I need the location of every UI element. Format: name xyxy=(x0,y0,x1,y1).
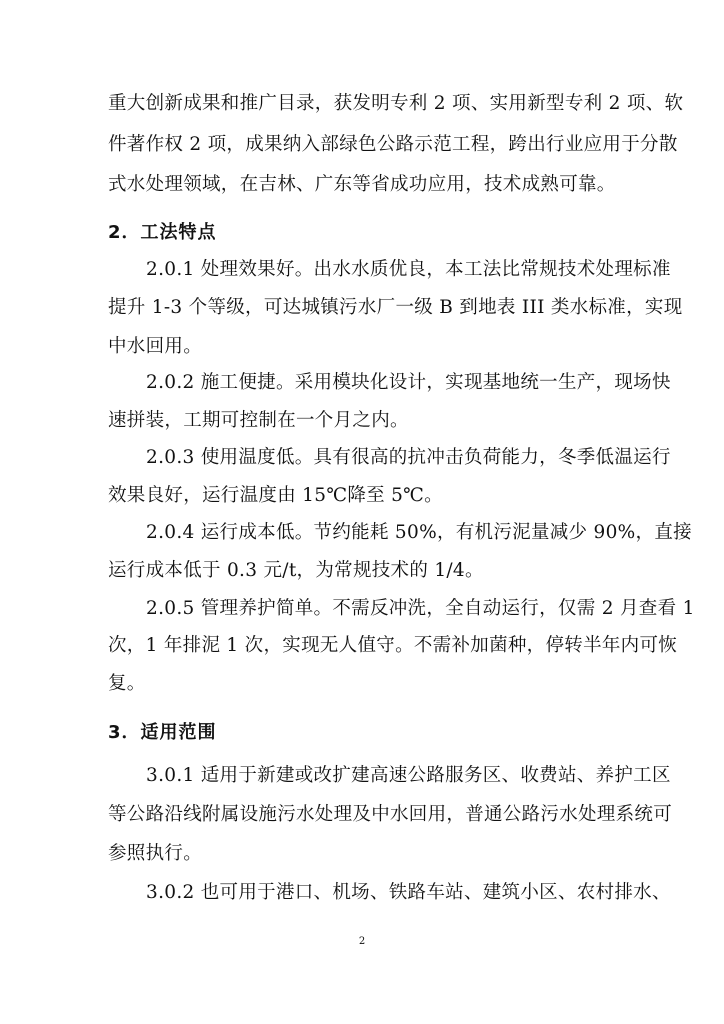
section-3-heading: 3．适用范围 xyxy=(108,722,217,743)
para-3-0-1-line-2: 等公路沿线附属设施污水处理及中水回用，普通公路污水处理系统可 xyxy=(108,804,673,825)
para-3-0-1-line-1: 3.0.1 适用于新建或改扩建高速公路服务区、收费站、养护工区 xyxy=(146,765,671,786)
para-2-0-2-line-1: 2.0.2 施工便捷。采用模块化设计，实现基地统一生产，现场快 xyxy=(146,372,671,393)
para-2-0-1-line-2: 提升 1-3 个等级，可达城镇污水厂一级 B 到地表 III 类水标准，实现 xyxy=(108,297,683,318)
intro-line-2: 件著作权 2 项，成果纳入部绿色公路示范工程，跨出行业应用于分散 xyxy=(108,134,678,155)
para-2-0-1-line-3: 中水回用。 xyxy=(108,336,203,357)
section-2-heading: 2．工法特点 xyxy=(108,222,217,243)
para-3-0-2-line-1: 3.0.2 也可用于港口、机场、铁路车站、建筑小区、农村排水、 xyxy=(146,882,671,903)
para-2-0-4-line-2: 运行成本低于 0.3 元/t，为常规技术的 1/4。 xyxy=(108,560,484,581)
page-number: 2 xyxy=(358,936,366,947)
intro-line-1: 重大创新成果和推广目录，获发明专利 2 项、实用新型专利 2 项、软 xyxy=(108,93,684,114)
para-2-0-3-line-1: 2.0.3 使用温度低。具有很高的抗冲击负荷能力，冬季低温运行 xyxy=(146,447,671,468)
para-2-0-1-line-1: 2.0.1 处理效果好。出水水质优良，本工法比常规技术处理标准 xyxy=(146,259,671,280)
para-2-0-3-line-2: 效果良好，运行温度由 15℃降至 5℃。 xyxy=(108,485,443,506)
para-2-0-5-line-3: 复。 xyxy=(108,673,146,694)
para-2-0-4-line-1: 2.0.4 运行成本低。节约能耗 50%，有机污泥量减少 90%，直接 xyxy=(146,522,692,543)
para-3-0-1-line-3: 参照执行。 xyxy=(108,843,203,864)
para-2-0-2-line-2: 速拼装，工期可控制在一个月之内。 xyxy=(108,410,409,431)
intro-line-3: 式水处理领域，在吉林、广东等省成功应用，技术成熟可靠。 xyxy=(108,174,616,195)
para-2-0-5-line-2: 次，1 年排泥 1 次，实现无人值守。不需补加菌种，停转半年内可恢 xyxy=(108,635,678,656)
para-2-0-5-line-1: 2.0.5 管理养护简单。不需反冲洗，全自动运行，仅需 2 月查看 1 xyxy=(146,598,695,619)
